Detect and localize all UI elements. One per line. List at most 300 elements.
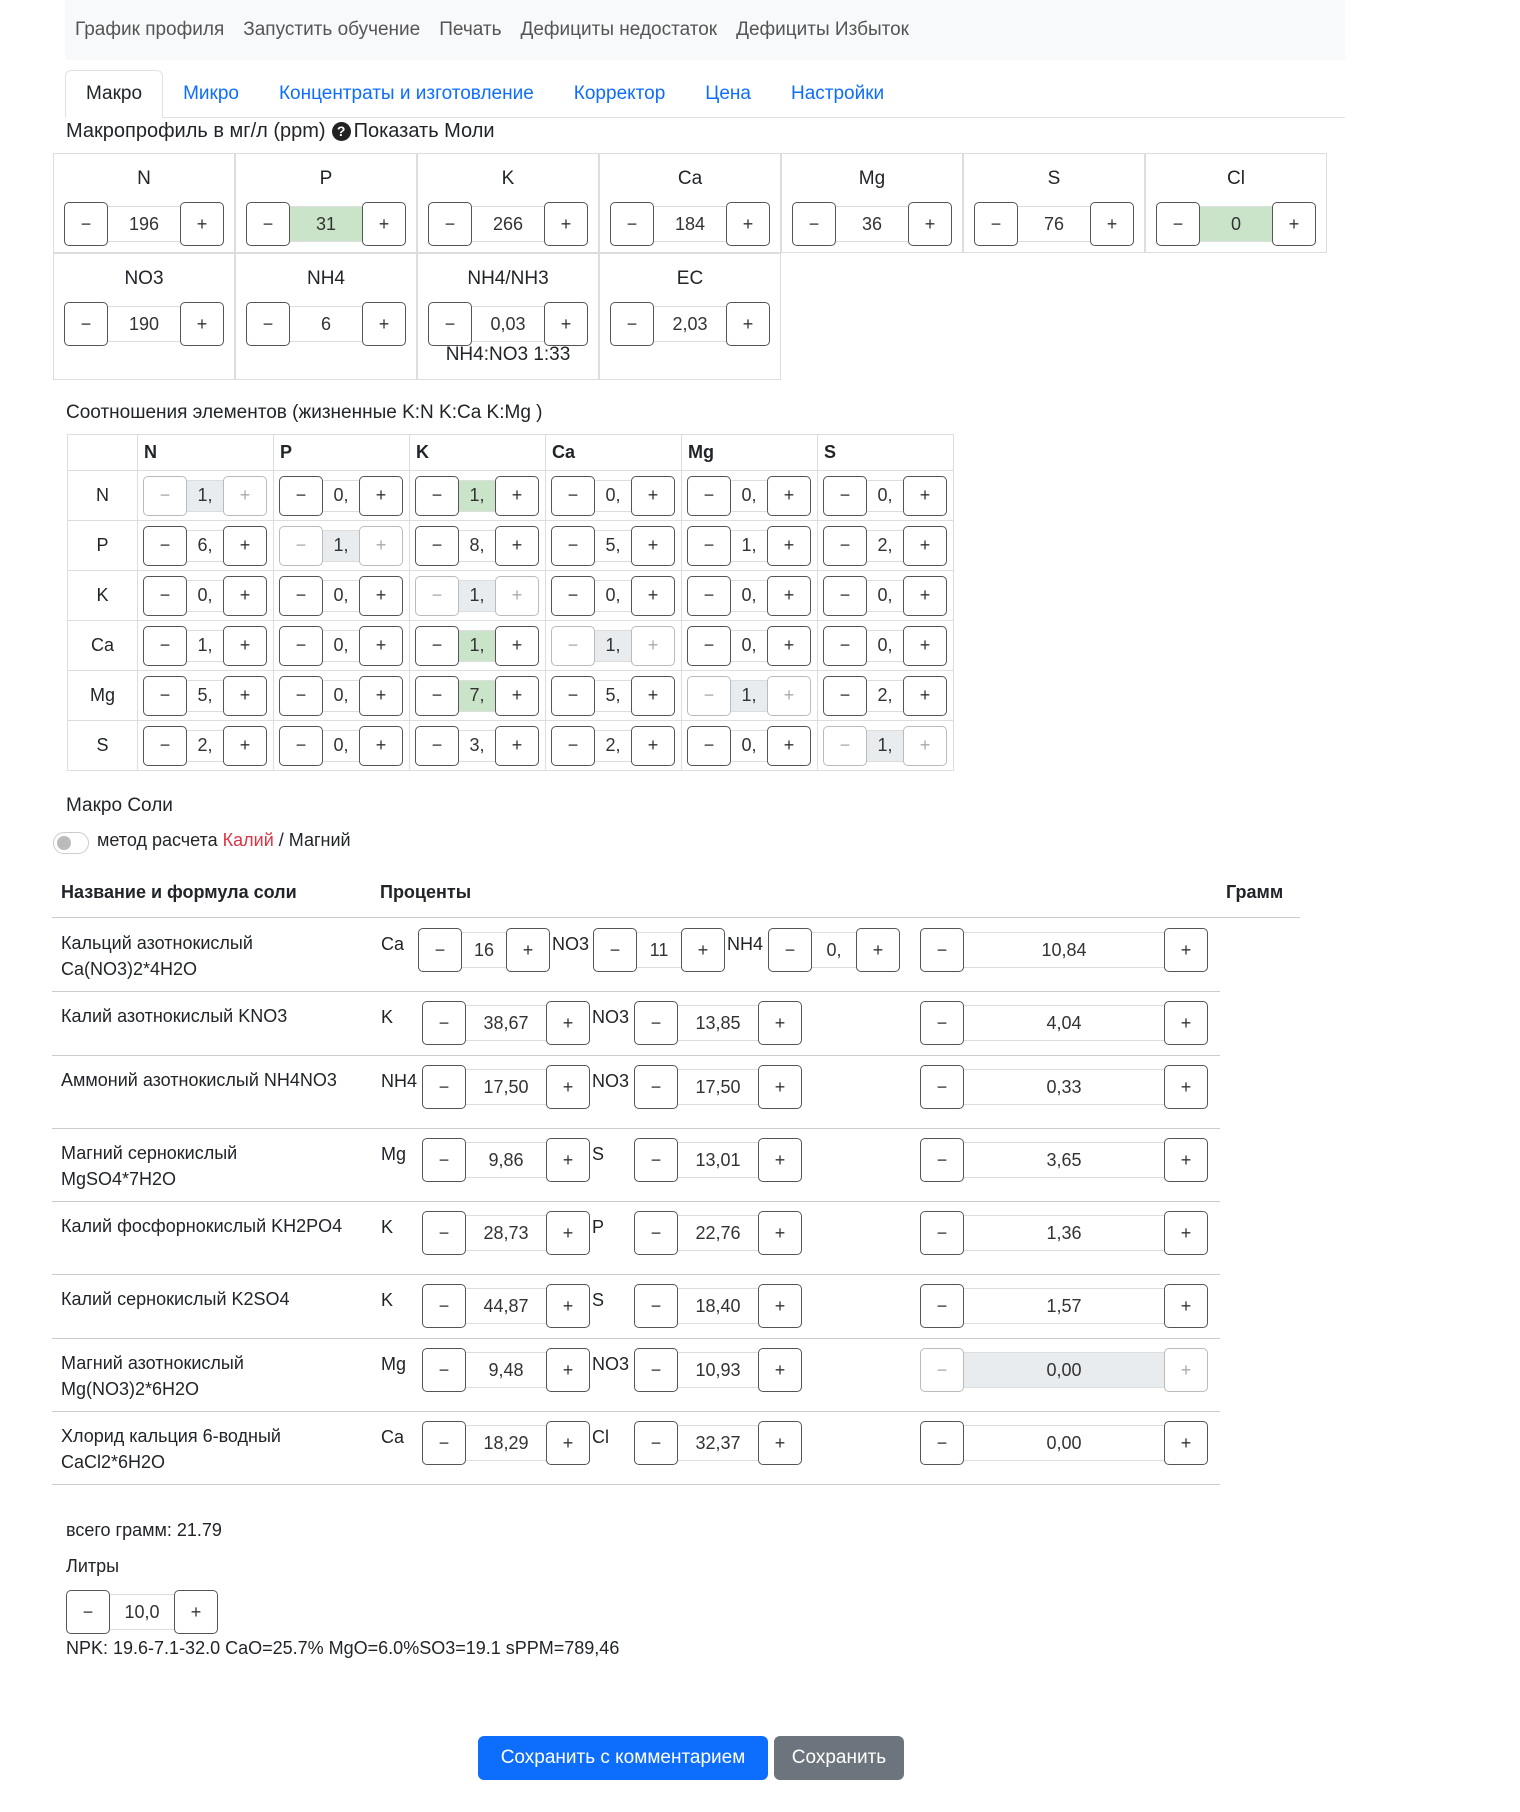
decrement-button[interactable]: − (920, 1421, 964, 1465)
decrement-button[interactable]: − (428, 202, 472, 246)
increment-button[interactable]: + (544, 202, 588, 246)
ratio-note: NH4:NO3 1:33 (445, 344, 571, 365)
salt-row (52, 991, 1220, 1055)
increment-button[interactable]: + (856, 928, 900, 972)
increment-button[interactable]: + (359, 676, 403, 716)
increment-button[interactable]: + (359, 576, 403, 616)
increment-button[interactable]: + (631, 476, 675, 516)
decrement-button[interactable]: − (610, 302, 654, 346)
decrement-button[interactable]: − (920, 1211, 964, 1255)
value-input[interactable]: 8, (459, 530, 495, 562)
decrement-button[interactable]: − (920, 928, 964, 972)
increment-button[interactable]: + (758, 1001, 802, 1045)
decrement-button[interactable]: − (551, 526, 595, 566)
value-input[interactable]: 18,29 (466, 1425, 546, 1461)
increment-button[interactable]: + (767, 576, 811, 616)
increment-button[interactable]: + (1164, 1065, 1208, 1109)
increment-button[interactable]: + (546, 1284, 590, 1328)
value-input[interactable]: 38,67 (466, 1005, 546, 1041)
value-input[interactable]: 17,50 (678, 1069, 758, 1105)
value-input[interactable]: 0, (812, 932, 856, 968)
value-input[interactable]: 0, (867, 480, 903, 512)
value-input[interactable]: 18,40 (678, 1288, 758, 1324)
ratio-corner (68, 435, 138, 471)
increment-button[interactable]: + (903, 476, 947, 516)
value-input[interactable]: 13,01 (678, 1142, 758, 1178)
save-button[interactable]: Сохранить (774, 1736, 904, 1780)
value-input[interactable]: 1, (595, 630, 631, 662)
decrement-button[interactable]: − (143, 576, 187, 616)
value-input[interactable]: 1, (323, 530, 359, 562)
increment-button[interactable]: + (1164, 1421, 1208, 1465)
value-input[interactable]: 5, (187, 680, 223, 712)
decrement-button[interactable]: − (634, 1001, 678, 1045)
value-input[interactable]: 190 (108, 306, 180, 342)
value-input[interactable]: 31 (290, 206, 362, 242)
macro-profile-title: Макропрофиль в мг/л (ppm) (66, 120, 326, 142)
decrement-button[interactable]: − (823, 676, 867, 716)
value-input[interactable]: 0,33 (964, 1069, 1164, 1105)
decrement-button[interactable]: − (415, 526, 459, 566)
increment-button[interactable]: + (767, 626, 811, 666)
decrement-button[interactable]: − (920, 1001, 964, 1045)
tab-settings[interactable]: Настройки (790, 83, 885, 104)
value-input[interactable]: 6, (187, 530, 223, 562)
value-input[interactable]: 0,00 (964, 1425, 1164, 1461)
value-input[interactable]: 5, (595, 680, 631, 712)
increment-button[interactable]: + (758, 1421, 802, 1465)
decrement-button[interactable]: − (920, 1065, 964, 1109)
tab-micro[interactable]: Микро (183, 83, 239, 104)
decrement-button[interactable]: − (415, 576, 459, 616)
macro-cell-nh4 (235, 253, 417, 380)
increment-button[interactable]: + (223, 526, 267, 566)
salt-name: Калий азотнокислый KNO3 (61, 1006, 288, 1026)
ratio-stepper (823, 676, 953, 716)
macro-stepper-s (974, 202, 1134, 246)
ratio-stepper (551, 576, 681, 616)
decrement-button[interactable]: − (143, 726, 187, 766)
element-label: NO3 (592, 1071, 630, 1091)
value-input[interactable]: 0,00 (964, 1352, 1164, 1388)
increment-button[interactable]: + (506, 928, 550, 972)
ratio-stepper (823, 526, 953, 566)
increment-button[interactable]: + (546, 1421, 590, 1465)
value-input[interactable]: 9,86 (466, 1142, 546, 1178)
increment-button[interactable]: + (544, 302, 588, 346)
element-label: P (592, 1217, 605, 1237)
increment-button[interactable]: + (1272, 202, 1316, 246)
calc-method-toggle[interactable] (53, 832, 89, 854)
increment-button[interactable]: + (903, 576, 947, 616)
element-label: K (501, 168, 515, 189)
macro-stepper-mg (792, 202, 952, 246)
decrement-button[interactable]: − (634, 1065, 678, 1109)
value-input[interactable]: 11 (637, 932, 681, 968)
increment-button[interactable]: + (546, 1211, 590, 1255)
value-input[interactable]: 0, (323, 580, 359, 612)
value-input[interactable]: 1, (867, 730, 903, 762)
increment-button[interactable]: + (767, 476, 811, 516)
decrement-button[interactable]: − (687, 476, 731, 516)
macro-cell-nh4-nh3 (417, 253, 599, 380)
ratio-cell (274, 671, 410, 721)
value-input[interactable]: 0,03 (472, 306, 544, 342)
value-input[interactable]: 10,0 (110, 1594, 174, 1630)
help-icon[interactable]: ? (332, 122, 351, 141)
value-input[interactable]: 1, (187, 480, 223, 512)
tab-macro[interactable]: Макро (65, 70, 163, 118)
value-input[interactable]: 0, (595, 480, 631, 512)
value-input[interactable]: 1, (459, 580, 495, 612)
decrement-button[interactable]: − (974, 202, 1018, 246)
tab-concentrates[interactable]: Концентраты и изготовление (278, 83, 534, 104)
decrement-button[interactable]: − (823, 576, 867, 616)
decrement-button[interactable]: − (415, 476, 459, 516)
decrement-button[interactable]: − (920, 1284, 964, 1328)
value-input[interactable]: 0, (323, 730, 359, 762)
increment-button[interactable]: + (631, 526, 675, 566)
decrement-button[interactable]: − (1156, 202, 1200, 246)
value-input[interactable]: 1, (459, 480, 495, 512)
decrement-button[interactable]: − (143, 676, 187, 716)
increment-button[interactable]: + (495, 476, 539, 516)
increment-button[interactable]: + (726, 302, 770, 346)
increment-button[interactable]: + (223, 676, 267, 716)
decrement-button[interactable]: − (551, 676, 595, 716)
decrement-button[interactable]: − (610, 202, 654, 246)
nav-deficits-shortage[interactable]: Дефициты недостаток (520, 19, 718, 40)
decrement-button[interactable]: − (422, 1348, 466, 1392)
value-input[interactable]: 3, (459, 730, 495, 762)
increment-button[interactable]: + (1164, 928, 1208, 972)
decrement-button[interactable]: − (428, 302, 472, 346)
value-input[interactable]: 196 (108, 206, 180, 242)
macro-stepper-cl (1156, 202, 1316, 246)
increment-button[interactable]: + (903, 676, 947, 716)
decrement-button[interactable]: − (279, 676, 323, 716)
increment-button[interactable]: + (180, 202, 224, 246)
value-input[interactable]: 13,85 (678, 1005, 758, 1041)
value-input[interactable]: 0, (731, 630, 767, 662)
increment-button[interactable]: + (758, 1065, 802, 1109)
nav-start-training[interactable]: Запустить обучение (243, 19, 421, 40)
row-divider (52, 1484, 1220, 1485)
increment-button[interactable]: + (180, 302, 224, 346)
decrement-button[interactable]: − (422, 1284, 466, 1328)
percent-stepper (768, 928, 900, 972)
decrement-button[interactable]: − (279, 476, 323, 516)
decrement-button[interactable]: − (422, 1421, 466, 1465)
ratio-cell (274, 721, 410, 771)
decrement-button[interactable]: − (143, 526, 187, 566)
decrement-button[interactable]: − (143, 476, 187, 516)
decrement-button[interactable]: − (279, 626, 323, 666)
value-input[interactable]: 32,37 (678, 1425, 758, 1461)
increment-button[interactable]: + (631, 676, 675, 716)
ratio-cell (138, 621, 274, 671)
ratio-stepper (415, 626, 545, 666)
decrement-button[interactable]: − (634, 1421, 678, 1465)
ratio-row-header: K (68, 571, 138, 621)
increment-button[interactable]: + (767, 526, 811, 566)
ratio-row-header: P (68, 521, 138, 571)
macro-salts-heading: Макро Соли (66, 795, 173, 816)
nav-profile-chart[interactable]: График профиля (75, 19, 225, 40)
value-input[interactable]: 5, (595, 530, 631, 562)
decrement-button[interactable]: − (551, 576, 595, 616)
gram-stepper (920, 1348, 1208, 1392)
decrement-button[interactable]: − (687, 526, 731, 566)
increment-button[interactable]: + (495, 526, 539, 566)
decrement-button[interactable]: − (687, 676, 731, 716)
decrement-button[interactable]: − (422, 1138, 466, 1182)
value-input[interactable]: 0, (867, 580, 903, 612)
ratio-cell (410, 621, 546, 671)
show-moles-toggle[interactable]: Показать Моли (353, 120, 495, 142)
ratios-heading: Соотношения элементов (жизненные K:N K:Ca K:Mg ) (66, 402, 543, 423)
decrement-button[interactable]: − (422, 1065, 466, 1109)
value-input[interactable]: 2,03 (654, 306, 726, 342)
value-input[interactable]: 1, (459, 630, 495, 662)
increment-button[interactable]: + (359, 626, 403, 666)
value-input[interactable]: 28,73 (466, 1215, 546, 1251)
value-input[interactable]: 10,84 (964, 932, 1164, 968)
percent-stepper (634, 1065, 802, 1109)
value-input[interactable]: 2, (187, 730, 223, 762)
decrement-button[interactable]: − (687, 626, 731, 666)
increment-button[interactable]: + (903, 526, 947, 566)
decrement-button[interactable]: − (415, 676, 459, 716)
ratio-row-header: N (68, 471, 138, 521)
value-input[interactable]: 266 (472, 206, 544, 242)
salt-row (52, 1411, 1220, 1484)
decrement-button[interactable]: − (593, 928, 637, 972)
value-input[interactable]: 22,76 (678, 1215, 758, 1251)
increment-button[interactable]: + (362, 302, 406, 346)
value-input[interactable]: 0, (731, 580, 767, 612)
value-input[interactable]: 1,36 (964, 1215, 1164, 1251)
decrement-button[interactable]: − (279, 726, 323, 766)
decrement-button[interactable]: − (920, 1138, 964, 1182)
ratio-stepper (415, 576, 545, 616)
decrement-button[interactable]: − (687, 576, 731, 616)
value-input[interactable]: 17,50 (466, 1069, 546, 1105)
ratio-stepper (687, 476, 817, 516)
value-input[interactable]: 1, (187, 630, 223, 662)
increment-button[interactable]: + (1164, 1211, 1208, 1255)
decrement-button[interactable]: − (246, 302, 290, 346)
element-label: S (592, 1290, 605, 1310)
macro-cell-p (235, 153, 417, 253)
decrement-button[interactable]: − (551, 726, 595, 766)
value-input[interactable]: 184 (654, 206, 726, 242)
increment-button[interactable]: + (1164, 1348, 1208, 1392)
value-input[interactable]: 0 (1200, 206, 1272, 242)
increment-button[interactable]: + (1090, 202, 1134, 246)
nav-print[interactable]: Печать (439, 19, 502, 40)
decrement-button[interactable]: − (279, 576, 323, 616)
value-input[interactable]: 44,87 (466, 1288, 546, 1324)
ratio-cell (138, 521, 274, 571)
gram-stepper (920, 1138, 1208, 1182)
increment-button[interactable]: + (758, 1348, 802, 1392)
macro-cell-k (417, 153, 599, 253)
decrement-button[interactable]: − (551, 626, 595, 666)
increment-button[interactable]: + (726, 202, 770, 246)
percent-stepper (634, 1421, 802, 1465)
value-input[interactable]: 0, (731, 480, 767, 512)
decrement-button[interactable]: − (422, 1001, 466, 1045)
increment-button[interactable]: + (362, 202, 406, 246)
decrement-button[interactable]: − (634, 1211, 678, 1255)
decrement-button[interactable]: − (634, 1348, 678, 1392)
tab-corrector[interactable]: Корректор (573, 83, 666, 104)
decrement-button[interactable]: − (418, 928, 462, 972)
gram-column-header: Грамм (1226, 882, 1284, 902)
value-input[interactable]: 0, (323, 480, 359, 512)
decrement-button[interactable]: − (920, 1348, 964, 1392)
decrement-button[interactable]: − (823, 626, 867, 666)
macro-stepper-n (64, 202, 224, 246)
value-input[interactable]: 9,48 (466, 1352, 546, 1388)
ratio-cell (274, 521, 410, 571)
element-label: Cl (1227, 168, 1245, 189)
decrement-button[interactable]: − (66, 1590, 110, 1634)
value-input[interactable]: 0, (187, 580, 223, 612)
increment-button[interactable]: + (767, 726, 811, 766)
decrement-button[interactable]: − (634, 1138, 678, 1182)
value-input[interactable]: 2, (867, 530, 903, 562)
decrement-button[interactable]: − (823, 526, 867, 566)
value-input[interactable]: 36 (836, 206, 908, 242)
increment-button[interactable]: + (546, 1001, 590, 1045)
percent-stepper (634, 1284, 802, 1328)
increment-button[interactable]: + (495, 576, 539, 616)
ratio-cell (410, 471, 546, 521)
ratio-cell (546, 621, 682, 671)
decrement-button[interactable]: − (64, 202, 108, 246)
increment-button[interactable]: + (758, 1211, 802, 1255)
decrement-button[interactable]: − (823, 476, 867, 516)
decrement-button[interactable]: − (634, 1284, 678, 1328)
increment-button[interactable]: + (903, 626, 947, 666)
decrement-button[interactable]: − (687, 726, 731, 766)
increment-button[interactable]: + (546, 1348, 590, 1392)
percent-stepper (422, 1138, 590, 1182)
ratio-cell (138, 721, 274, 771)
increment-button[interactable]: + (631, 726, 675, 766)
increment-button[interactable]: + (758, 1138, 802, 1182)
macro-cell-n (53, 153, 235, 253)
value-input[interactable]: 3,65 (964, 1142, 1164, 1178)
value-input[interactable]: 1,57 (964, 1288, 1164, 1324)
decrement-button[interactable]: − (792, 202, 836, 246)
increment-button[interactable]: + (223, 576, 267, 616)
increment-button[interactable]: + (359, 476, 403, 516)
npk-summary: NPK: 19.6-7.1-32.0 CaO=25.7% MgO=6.0%SO3=19.1 sPPM=789,46 (66, 1638, 620, 1658)
value-input[interactable]: 16 (462, 932, 506, 968)
value-input[interactable]: 0, (323, 680, 359, 712)
ratio-cell (546, 721, 682, 771)
percent-column-header: Проценты (380, 882, 472, 902)
increment-button[interactable]: + (903, 726, 947, 766)
decrement-button[interactable]: − (415, 626, 459, 666)
ratio-stepper (415, 676, 545, 716)
value-input[interactable]: 10,93 (678, 1352, 758, 1388)
ratio-stepper (823, 476, 953, 516)
increment-button[interactable]: + (359, 726, 403, 766)
decrement-button[interactable]: − (415, 726, 459, 766)
value-input[interactable]: 7, (459, 680, 495, 712)
increment-button[interactable]: + (546, 1065, 590, 1109)
increment-button[interactable]: + (223, 476, 267, 516)
increment-button[interactable]: + (1164, 1284, 1208, 1328)
ratio-cell (818, 521, 954, 571)
decrement-button[interactable]: − (64, 302, 108, 346)
top-navigation (65, 0, 1345, 60)
increment-button[interactable]: + (495, 726, 539, 766)
decrement-button[interactable]: − (246, 202, 290, 246)
decrement-button[interactable]: − (551, 476, 595, 516)
increment-button[interactable]: + (359, 526, 403, 566)
value-input[interactable]: 0, (867, 630, 903, 662)
increment-button[interactable]: + (546, 1138, 590, 1182)
increment-button[interactable]: + (631, 576, 675, 616)
calc-method-magnesium: Магний (288, 830, 351, 850)
macro-cell-s (963, 153, 1145, 253)
increment-button[interactable]: + (908, 202, 952, 246)
ratio-cell (818, 621, 954, 671)
value-input[interactable]: 2, (595, 730, 631, 762)
gram-stepper (920, 1001, 1208, 1045)
ratio-cell (546, 671, 682, 721)
decrement-button[interactable]: − (768, 928, 812, 972)
increment-button[interactable]: + (1164, 1001, 1208, 1045)
nav-deficits-excess[interactable]: Дефициты Избыток (736, 19, 909, 40)
increment-button[interactable]: + (767, 676, 811, 716)
increment-button[interactable]: + (495, 626, 539, 666)
increment-button[interactable]: + (1164, 1138, 1208, 1182)
tab-price[interactable]: Цена (705, 83, 751, 104)
save-with-comment-button[interactable]: Сохранить с комментарием (478, 1736, 768, 1780)
increment-button[interactable]: + (681, 928, 725, 972)
value-input[interactable]: 6 (290, 306, 362, 342)
decrement-button[interactable]: − (143, 626, 187, 666)
increment-button[interactable]: + (758, 1284, 802, 1328)
value-input[interactable]: 1, (731, 530, 767, 562)
value-input[interactable]: 0, (323, 630, 359, 662)
increment-button[interactable]: + (495, 676, 539, 716)
ratio-stepper (823, 576, 953, 616)
decrement-button[interactable]: − (422, 1211, 466, 1255)
increment-button[interactable]: + (631, 626, 675, 666)
value-input[interactable]: 0, (731, 730, 767, 762)
value-input[interactable]: 0, (595, 580, 631, 612)
ratio-stepper (279, 476, 409, 516)
decrement-button[interactable]: − (279, 526, 323, 566)
ratio-row-s (68, 721, 954, 771)
increment-button[interactable]: + (223, 626, 267, 666)
increment-button[interactable]: + (223, 726, 267, 766)
increment-button[interactable]: + (174, 1590, 218, 1634)
decrement-button[interactable]: − (823, 726, 867, 766)
value-input[interactable]: 1, (731, 680, 767, 712)
value-input[interactable]: 4,04 (964, 1005, 1164, 1041)
value-input[interactable]: 76 (1018, 206, 1090, 242)
value-input[interactable]: 2, (867, 680, 903, 712)
ratio-stepper (143, 676, 273, 716)
